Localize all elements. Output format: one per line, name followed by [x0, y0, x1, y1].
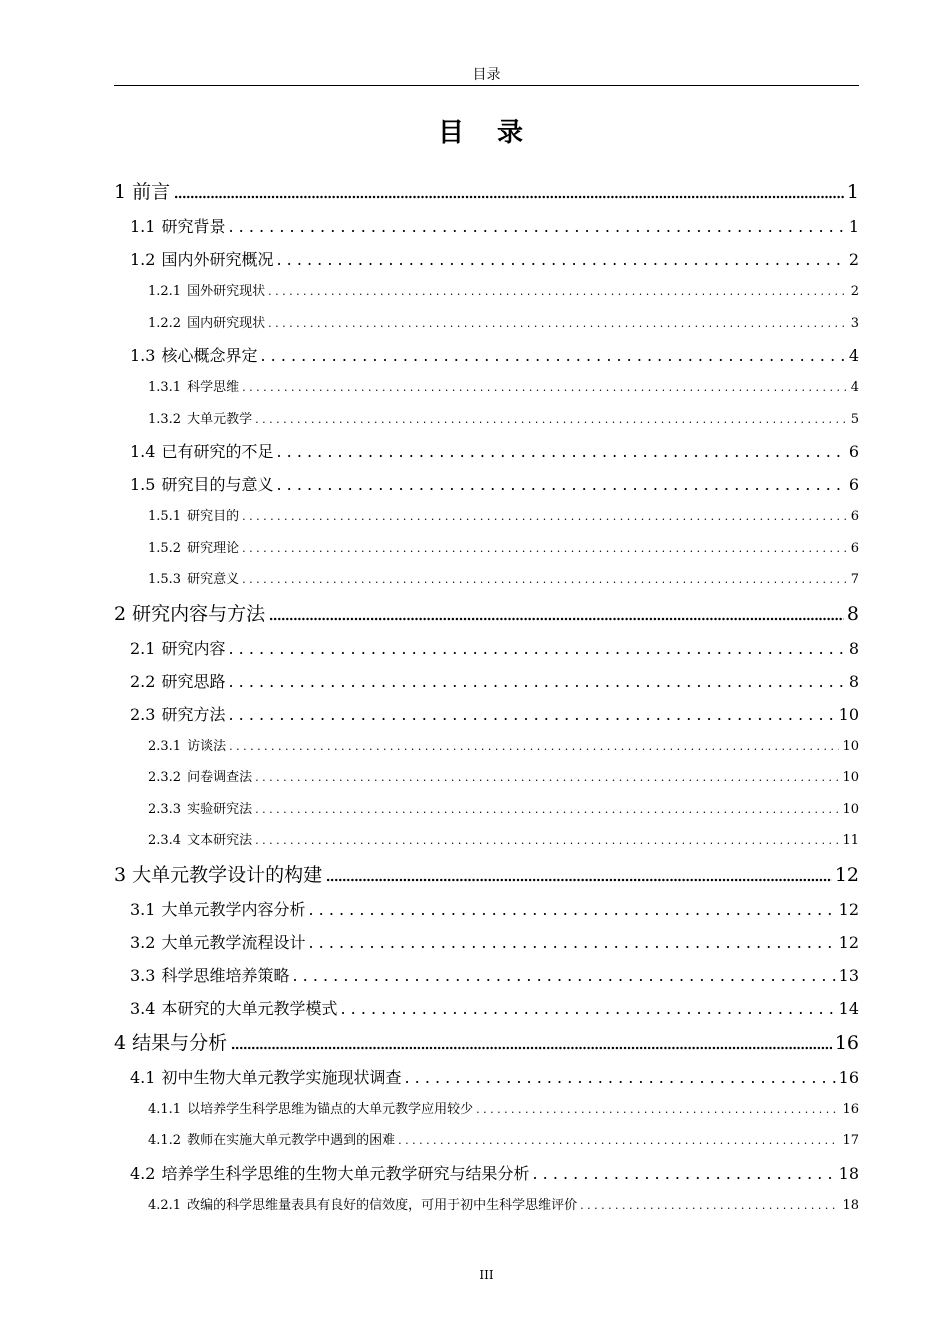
toc-entry-level-2[interactable]: [114, 243, 859, 276]
toc-entry-label: [148, 731, 226, 763]
dot-leader: [325, 857, 832, 893]
toc-entry-number: 1.3: [130, 346, 156, 365]
toc-entry-level-2[interactable]: [114, 1061, 859, 1094]
toc-entry-number: 3.2: [130, 932, 156, 952]
toc-entry-page: 16: [834, 1031, 859, 1054]
toc-entry-page: 2: [850, 284, 859, 299]
dot-leader: [260, 339, 845, 372]
toc-entry-page: 6: [850, 509, 859, 524]
toc-entry-page: 12: [838, 899, 859, 919]
toc-entry-number: 2: [114, 602, 127, 625]
toc-entry-level-3[interactable]: [114, 501, 859, 533]
table-of-contents: [114, 174, 859, 1221]
dot-leader: [268, 596, 844, 632]
page-number: III: [479, 1268, 494, 1282]
toc-entry-level-2[interactable]: [114, 1157, 859, 1190]
toc-entry-title: 大单元教学流程设计: [161, 932, 306, 952]
toc-entry-label: [130, 893, 305, 926]
toc-entry-page: 12: [834, 863, 859, 886]
toc-entry-level-2[interactable]: [114, 632, 859, 665]
toc-entry-number: 1.5: [130, 475, 156, 494]
dot-leader: [255, 825, 839, 857]
toc-entry-number: 2.3.1: [148, 738, 182, 754]
toc-entry-level-3[interactable]: [114, 825, 859, 857]
toc-entry-page: 16: [838, 1067, 859, 1087]
dot-leader: [255, 794, 839, 826]
dot-leader: [242, 501, 848, 533]
dot-leader: [292, 959, 835, 992]
toc-entry-number: 4.1.2: [148, 1133, 182, 1148]
toc-entry-number: 2.3.2: [148, 770, 182, 785]
toc-entry-number: 4.2.1: [148, 1197, 182, 1213]
toc-entry-page: 2: [848, 250, 859, 269]
toc-entry-page: 14: [838, 998, 859, 1018]
toc-entry-page: 3: [850, 315, 859, 331]
toc-entry-level-3[interactable]: [114, 731, 859, 763]
toc-entry-title: 研究方法: [161, 704, 226, 724]
toc-entry-label: [130, 468, 273, 501]
toc-entry-level-2[interactable]: [114, 959, 859, 992]
dot-leader: [242, 564, 848, 596]
toc-entry-page: 10: [842, 738, 859, 754]
toc-entry-number: 2.3: [130, 704, 156, 724]
dot-leader: [532, 1157, 835, 1190]
toc-entry-title: 初中生物大单元教学实施现状调查: [161, 1067, 402, 1087]
dot-leader: [580, 1190, 839, 1222]
toc-entry-number: 1.3.1: [148, 380, 182, 395]
toc-entry-number: 2.2: [130, 671, 156, 691]
toc-entry-page: 18: [842, 1197, 859, 1213]
toc-entry-label: [148, 404, 252, 436]
toc-entry-page: 6: [848, 442, 859, 461]
toc-entry-title: 以培养学生科学思维为锚点的大单元教学应用较少: [187, 1101, 474, 1117]
dot-leader: [242, 372, 848, 404]
toc-entry-level-3[interactable]: [114, 1125, 859, 1157]
toc-entry-level-2[interactable]: [114, 468, 859, 501]
toc-entry-title: 研究思路: [161, 671, 226, 691]
dot-leader: [173, 174, 844, 210]
dot-leader: [404, 1061, 835, 1094]
toc-entry-label: [148, 501, 239, 533]
toc-entry-label: [130, 926, 305, 959]
toc-entry-level-3[interactable]: [114, 762, 859, 794]
dot-leader: [229, 731, 839, 763]
toc-entry-number: 1.4: [130, 442, 156, 461]
toc-entry-number: 1.2.1: [148, 284, 182, 299]
toc-entry-level-2[interactable]: [114, 339, 859, 372]
toc-entry-page: 7: [850, 572, 859, 587]
dot-leader: [255, 404, 848, 436]
toc-entry-level-1[interactable]: [114, 1025, 859, 1061]
toc-entry-number: 2.1: [130, 638, 156, 658]
toc-entry-number: 3.1: [130, 899, 156, 919]
running-header: 目录: [472, 67, 501, 83]
toc-entry-label: [130, 1157, 529, 1190]
toc-entry-number: 2.3.3: [148, 801, 182, 817]
dot-leader: [276, 435, 845, 468]
toc-entry-level-3[interactable]: [114, 1190, 859, 1222]
toc-entry-level-2[interactable]: [114, 210, 859, 243]
toc-entry-level-3[interactable]: [114, 276, 859, 308]
toc-entry-page: 13: [838, 965, 859, 985]
toc-entry-label: [148, 1094, 473, 1126]
toc-entry-label: [130, 698, 225, 731]
toc-entry-label: [130, 435, 273, 468]
toc-entry-page: 10: [838, 704, 859, 724]
toc-entry-title: 文本研究法: [187, 833, 253, 848]
toc-entry-label: [148, 1125, 395, 1157]
toc-entry-title: 研究背景: [161, 217, 226, 236]
toc-entry-number: 1.3.2: [148, 411, 182, 427]
toc-entry-title: 本研究的大单元教学模式: [161, 998, 338, 1018]
toc-entry-title: 核心概念界定: [161, 346, 258, 365]
toc-entry-label: [130, 1061, 401, 1094]
toc-entry-label: [114, 596, 265, 632]
dot-leader: [228, 698, 835, 731]
toc-entry-level-2[interactable]: [114, 435, 859, 468]
toc-entry-label: [148, 564, 239, 596]
toc-entry-title: 科学思维: [187, 380, 240, 395]
toc-entry-level-2[interactable]: [114, 926, 859, 959]
toc-entry-number: 3.4: [130, 998, 156, 1018]
toc-entry-title: 大单元教学设计的构建: [132, 863, 323, 886]
toc-entry-title: 国内研究现状: [187, 315, 266, 331]
toc-entry-title: 教师在实施大单元教学中遇到的困难: [187, 1133, 396, 1148]
toc-entry-level-2[interactable]: [114, 698, 859, 731]
toc-entry-label: [130, 665, 225, 698]
toc-entry-label: [114, 857, 322, 893]
dot-leader: [228, 665, 845, 698]
toc-entry-number: 4.1: [130, 1067, 156, 1087]
toc-entry-title: 研究内容: [161, 638, 226, 658]
dot-leader: [268, 276, 848, 308]
dot-leader: [308, 926, 835, 959]
toc-entry-label: [148, 372, 239, 404]
toc-entry-page: 12: [838, 932, 859, 952]
dot-leader: [230, 1025, 832, 1061]
toc-entry-level-3[interactable]: [114, 564, 859, 596]
toc-entry-title: 国外研究现状: [187, 284, 266, 299]
toc-entry-page: 8: [848, 671, 859, 691]
dot-leader: [276, 243, 845, 276]
toc-entry-page: 5: [850, 411, 859, 427]
toc-entry-title: 实验研究法: [187, 801, 253, 817]
toc-entry-title: 问卷调查法: [187, 770, 253, 785]
toc-entry-level-2[interactable]: [114, 665, 859, 698]
toc-entry-label: [148, 276, 265, 308]
toc-entry-label: [148, 762, 252, 794]
toc-entry-page: 10: [842, 801, 859, 817]
toc-entry-number: 1.5.3: [148, 572, 182, 587]
dot-leader: [268, 308, 848, 340]
toc-entry-number: 4: [114, 1031, 127, 1054]
toc-entry-title: 研究内容与方法: [132, 602, 266, 625]
toc-entry-page: 10: [842, 770, 859, 785]
toc-entry-page: 1: [848, 217, 859, 236]
toc-entry-title: 培养学生科学思维的生物大单元教学研究与结果分析: [161, 1163, 530, 1183]
toc-entry-number: 4.2: [130, 1163, 156, 1183]
toc-entry-label: [130, 243, 273, 276]
dot-leader: [255, 762, 839, 794]
toc-entry-number: 1.5.2: [148, 540, 182, 556]
toc-entry-level-2[interactable]: [114, 992, 859, 1025]
toc-entry-number: 1: [114, 181, 127, 203]
toc-entry-level-3[interactable]: [114, 308, 859, 340]
dot-leader: [398, 1125, 839, 1157]
toc-entry-page: 8: [848, 638, 859, 658]
toc-entry-level-1[interactable]: [114, 857, 859, 893]
toc-entry-title: 研究理论: [187, 540, 240, 556]
toc-entry-page: 1: [846, 181, 859, 203]
toc-entry-title: 已有研究的不足: [161, 442, 274, 461]
toc-entry-number: 2.3.4: [148, 833, 182, 848]
toc-entry-label: [148, 825, 252, 857]
toc-entry-page: 11: [842, 833, 859, 848]
toc-entry-number: 1.5.1: [148, 509, 182, 524]
toc-entry-level-3[interactable]: [114, 1094, 859, 1126]
toc-entry-title: 结果与分析: [132, 1031, 228, 1054]
toc-entry-title: 大单元教学内容分析: [161, 899, 306, 919]
toc-entry-page: 16: [842, 1101, 859, 1117]
toc-entry-title: 科学思维培养策略: [161, 965, 290, 985]
toc-entry-level-3[interactable]: [114, 794, 859, 826]
toc-entry-label: [148, 533, 239, 565]
toc-entry-page: 8: [846, 602, 859, 625]
toc-entry-number: 3.3: [130, 965, 156, 985]
header-rule: [114, 85, 859, 86]
toc-entry-level-3[interactable]: [114, 404, 859, 436]
toc-entry-title: 研究目的: [187, 509, 240, 524]
toc-entry-number: 1.1: [130, 217, 156, 236]
dot-leader: [228, 210, 845, 243]
toc-entry-title: 大单元教学: [187, 411, 253, 427]
toc-entry-label: [130, 339, 257, 372]
toc-entry-level-1[interactable]: [114, 174, 859, 210]
toc-entry-number: 1.2: [130, 250, 156, 269]
toc-entry-level-2[interactable]: [114, 893, 859, 926]
toc-entry-page: 4: [848, 346, 859, 365]
toc-entry-label: [130, 959, 289, 992]
dot-leader: [476, 1094, 839, 1126]
toc-entry-label: [114, 174, 170, 210]
toc-entry-label: [148, 1190, 577, 1222]
toc-entry-number: 1.2.2: [148, 315, 182, 331]
toc-entry-page: 17: [842, 1133, 859, 1148]
toc-entry-title: 国内外研究概况: [161, 250, 274, 269]
toc-entry-number: 4.1.1: [148, 1101, 182, 1117]
toc-entry-label: [148, 308, 265, 340]
toc-entry-label: [130, 992, 337, 1025]
toc-entry-label: [130, 632, 225, 665]
toc-entry-title: 研究目的与意义: [161, 475, 274, 494]
toc-entry-level-3[interactable]: [114, 533, 859, 565]
toc-entry-title: 前言: [132, 181, 171, 203]
dot-leader: [228, 632, 845, 665]
toc-entry-page: 6: [848, 475, 859, 494]
toc-entry-label: [114, 1025, 227, 1061]
toc-entry-page: 6: [850, 540, 859, 556]
toc-entry-level-3[interactable]: [114, 372, 859, 404]
dot-leader: [242, 533, 848, 565]
toc-entry-number: 3: [114, 863, 127, 886]
toc-entry-title: 访谈法: [187, 738, 227, 754]
toc-entry-level-1[interactable]: [114, 596, 859, 632]
page-title: 目 录: [437, 118, 536, 148]
toc-entry-page: 18: [838, 1163, 859, 1183]
toc-entry-page: 4: [850, 380, 859, 395]
toc-entry-title: 研究意义: [187, 572, 240, 587]
toc-entry-label: [148, 794, 252, 826]
toc-entry-title: 改编的科学思维量表具有良好的信效度，可用于初中生科学思维评价: [187, 1197, 578, 1213]
dot-leader: [308, 893, 835, 926]
toc-entry-label: [130, 210, 225, 243]
dot-leader: [340, 992, 835, 1025]
dot-leader: [276, 468, 845, 501]
